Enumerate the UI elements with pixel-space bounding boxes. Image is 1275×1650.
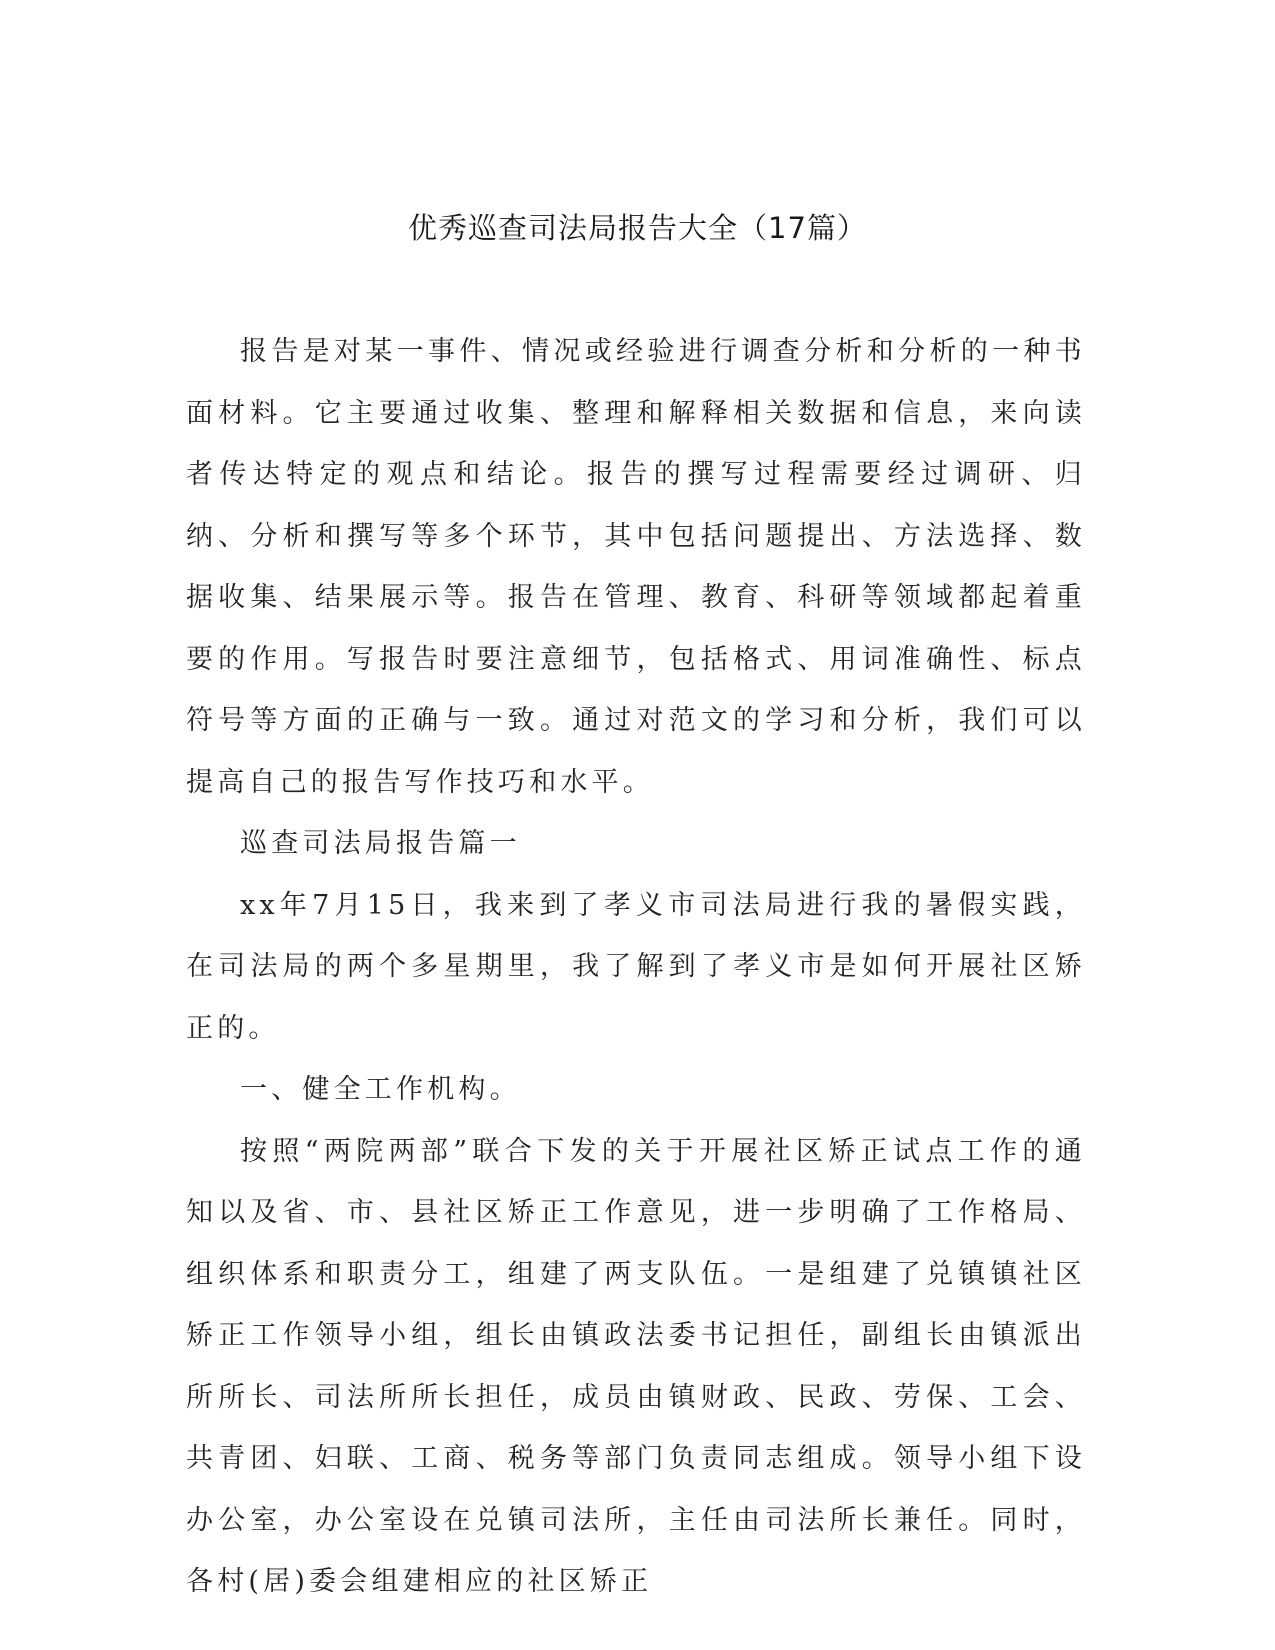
subsection-heading: 一、健全工作机构。 [240, 1074, 521, 1105]
document-title: 优秀巡查司法局报告大全（17篇） [408, 211, 867, 245]
body-paragraph: 按照“两院两部”联合下发的关于开展社区矫正试点工作的通知以及省、市、县社区矫正工作意见，进一步明确了工作格局、组织体系和职责分工，组建了两支队伍。一是组建了兑镇镇社区矫正工作领导小组，组长由镇政法委书记担任，副组长由镇派出所所长、司法所所长担任，成员由镇财政、民政、劳保、工会、共青团、妇联、工商、税务等部门负责同志组成。领导小组下设办公室，办公室设在兑镇司法所，主任由司法所长兼任。同时，各村(居)委会组建相应的社区矫正 [186, 1135, 1086, 1597]
body-paragraph: xx年7月15日，我来到了孝义市司法局进行我的暑假实践，在司法局的两个多星期里，我了解到了孝义市是如何开展社区矫正的。 [186, 889, 1086, 1044]
section-heading: 巡查司法局报告篇一 [240, 828, 521, 859]
intro-paragraph: 报告是对某一事件、情况或经验进行调查分析和分析的一种书面材料。它主要通过收集、整理和解释相关数据和信息，来向读者传达特定的观点和结论。报告的撰写过程需要经过调研、归纳、分析和撰写等多个环节，其中包括问题提出、方法选择、数据收集、结果展示等。报告在管理、教育、科研等领域都起着重要的作用。写报告时要注意细节，包括格式、用词准确性、标点符号等方面的正确与一致。通过对范文的学习和分析，我们可以提高自己的报告写作技巧和水平。 [186, 336, 1086, 798]
document-body [186, 321, 1086, 1613]
